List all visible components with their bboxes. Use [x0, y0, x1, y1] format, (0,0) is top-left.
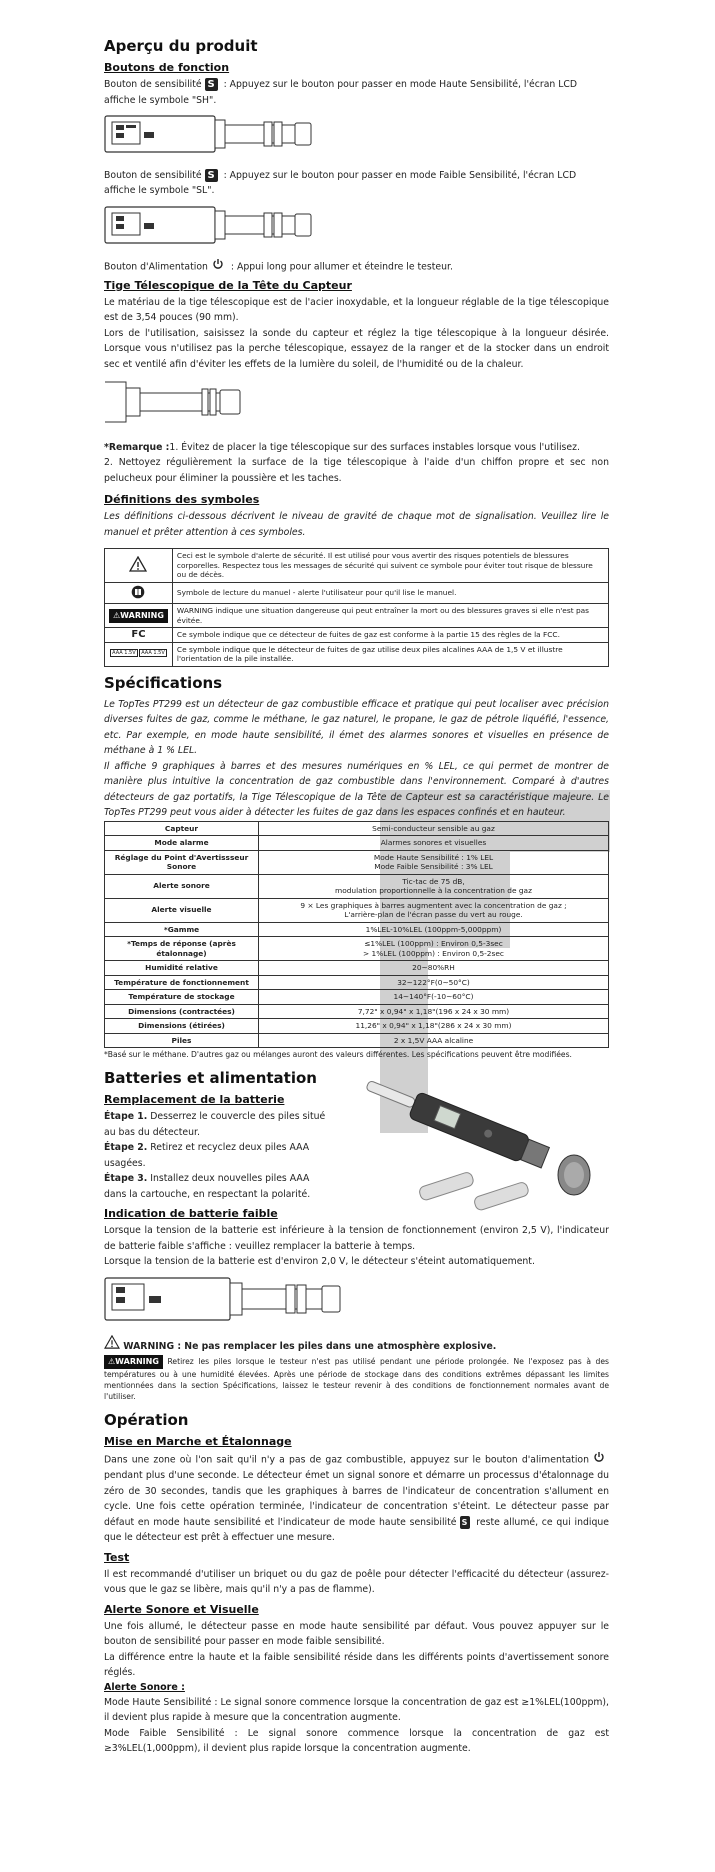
spec-value: 9 × Les graphiques à barres augmentent avec la concentration de gaz ; L'arrière-plan de l'écran passe du vert au rouge.: [259, 898, 609, 922]
table-row: [105, 628, 609, 643]
symboles-intro: Les définitions ci-dessous décrivent le niveau de gravité de chaque mot de signalisation. Veuillez lire le manuel et prêter attention à ces symboles.: [104, 511, 609, 538]
warning-triangle-icon: [129, 565, 147, 574]
spec-label: Dimensions (contractées): [105, 1004, 259, 1019]
alerte-p1: Une fois allumé, le détecteur passe en mode haute sensibilité par défaut. Vous pouvez appuyer sur le bouton de sensibilité pour passer en mode faible sensibilité.: [104, 1620, 609, 1647]
remarque-1-text: 1. Évitez de placer la tige télescopique sur des surfaces instables lorsque vous l'utilisez.: [169, 441, 580, 453]
table-row: [105, 642, 609, 666]
table-row: [105, 975, 609, 990]
symbol-desc: Ce symbole indique que ce détecteur de fuites de gaz est conforme à la partie 15 des règles de la FCC.: [172, 628, 608, 643]
remarque-2: 2. Nettoyez régulièrement la surface de la tige télescopique à l'aide d'un chiffon propre et sec non pelucheux pour éliminer la poussière et les taches.: [104, 457, 609, 484]
spec-value: Semi-conducteur sensible au gaz: [259, 821, 609, 836]
symbol-desc: Symbole de lecture du manuel - alerte l'utilisateur pour qu'il lise le manuel.: [172, 582, 608, 604]
table-row: [105, 922, 609, 937]
apercu-title: Aperçu du produit: [104, 37, 258, 55]
spec-label: Piles: [105, 1033, 259, 1048]
table-row: [105, 821, 609, 836]
spec-label: Alerte sonore: [105, 874, 259, 898]
manual-icon: [131, 592, 145, 601]
spec-label: Dimensions (étirées): [105, 1019, 259, 1034]
symbol-cell: [105, 628, 173, 643]
warning-badge-icon: ⚠WARNING: [104, 1355, 163, 1369]
tige-p1: Le matériau de la tige télescopique est de l'acier inoxydable, et la longueur réglable de la tige télescopique est de 3,54 pouces (90 mm).: [104, 296, 609, 323]
sens-low-label: Bouton de sensibilité: [104, 169, 202, 181]
battery-replacement-section: [104, 1092, 609, 1202]
table-row: [105, 874, 609, 898]
sens-high-label: Bouton de sensibilité: [104, 79, 202, 90]
spec-label: Mode alarme: [105, 836, 259, 851]
table-row: [105, 1004, 609, 1019]
spec-label: Capteur: [105, 821, 259, 836]
table-row: [105, 582, 609, 604]
table-row: [105, 1033, 609, 1048]
symboles-title: Définitions des symboles: [104, 493, 260, 506]
spec-label: Température de fonctionnement: [105, 975, 259, 990]
battery-warning-line: WARNING : Ne pas remplacer les piles dans une atmosphère explosive.: [104, 1335, 609, 1355]
warning-word: WARNING: [120, 610, 164, 620]
spec-value: Mode Haute Sensibilité : 1% LEL Mode Faible Sensibilité : 3% LEL: [259, 850, 609, 874]
specs-intro-1: Le TopTes PT299 est un détecteur de gaz combustible efficace et pratique qui peut localiser avec précision diverses fuites de gaz, comme le méthane, le gaz naturel, le propane, le gaz de pétrole liquéfié, l'essence, etc. Par exemple, en mode haute sensibilité, il émet des alarmes sonores et visuelles en présence de méthane à 1 % LEL.: [104, 698, 609, 756]
remplacement-title: Remplacement de la batterie: [104, 1093, 285, 1106]
spec-label: Alerte visuelle: [105, 898, 259, 922]
faible-p2: Lorsque la tension de la batterie est d'environ 2,0 V, le détecteur s'éteint automatiquement.: [104, 1256, 535, 1267]
power-icon: [593, 1451, 605, 1469]
haute-text: Mode Haute Sensibilité : Le signal sonore commence lorsque la concentration de gaz est ≥1%LEL(100ppm), il devient plus rapide à mesure que la concentration augmente.: [104, 1696, 609, 1723]
symbols-table: [104, 548, 609, 667]
specs-footnote: *Basé sur le méthane. D'autres gaz ou mélanges auront des valeurs différentes. Les spécifications peuvent être modifiées.: [104, 1050, 572, 1059]
s-button-icon-3: S: [460, 1516, 470, 1529]
spec-label: Température de stockage: [105, 990, 259, 1005]
battery-steps: [104, 1109, 329, 1202]
alerte-title: Alerte Sonore et Visuelle: [104, 1602, 259, 1616]
table-row: [105, 604, 609, 628]
symbol-cell: [105, 642, 173, 666]
sens-high-desc: : Appuyez sur le bouton pour passer en mode Haute Sensibilité, l'écran LCD affiche le symbole "SH".: [104, 79, 578, 106]
s-button-icon: S: [205, 78, 218, 91]
table-row: [105, 836, 609, 851]
table-row: [105, 898, 609, 922]
warning-badge-icon: ⚠WARNING: [109, 609, 168, 623]
sens-low-desc: : Appuyez sur le bouton pour passer en mode Faible Sensibilité, l'écran LCD affiche le symbole "SL".: [104, 169, 577, 196]
specs-table: [104, 821, 609, 1049]
symbol-cell: [105, 604, 173, 628]
step-1: Étape 1. Desserrez le couvercle des piles situé au bas du détecteur.: [104, 1111, 326, 1138]
test-text: Il est recommandé d'utiliser un briquet ou du gaz de poêle pour détecter l'efficacité du détecteur (assurez-vous que le gaz se libère, mais qu'il n'y a pas de flamme).: [104, 1568, 609, 1595]
specs-intro-2: Il affiche 9 graphiques à barres et des mesures numériques en % LEL, ce qui permet de montrer de manière plus intuitive la concentration de gaz combustible dans l'environnement. Comparé à d'autres détecteurs de gaz portatifs, la Tige Télescopique de la Tête de Capteur est sa caractéristique majeure. Le TopTes PT299 peut vous aider à détecter les fuites de gaz dans les espaces confinés et en hauteur.: [104, 760, 609, 818]
warning-triangle-icon: [104, 1341, 120, 1352]
spec-value: 2 x 1,5V AAA alcaline: [259, 1033, 609, 1048]
remarque-label: *Remarque :: [104, 441, 170, 453]
sens-high-text: [104, 77, 609, 108]
alerte-sonore-title: Alerte Sonore :: [104, 1681, 185, 1693]
sens-low-text: [104, 168, 609, 199]
power-text: [104, 258, 609, 276]
faible-title: Indication de batterie faible: [104, 1207, 278, 1220]
spec-value: 20~80%RH: [259, 961, 609, 976]
symbol-desc: Ce symbole indique que le détecteur de fuites de gaz utilise deux piles alcalines AAA de 1,5 V et illustre l'orientation de la pile installée.: [172, 642, 608, 666]
device-image-3: [104, 1274, 609, 1330]
spec-label: Réglage du Point d'Avertissseur Sonore: [105, 850, 259, 874]
telescopic-rod-image: [104, 376, 609, 434]
faible-text: Mode Faible Sensibilité : Le signal sonore commence lorsque la concentration de gaz est ≥3%LEL(1,000ppm), il devient plus rapide lorsque la concentration augmente.: [104, 1727, 609, 1754]
power-desc: : Appui long pour allumer et éteindre le testeur.: [227, 261, 453, 273]
symbol-cell: [105, 549, 173, 583]
battery-replacement-image: [324, 1080, 609, 1221]
spec-value: 1%LEL-10%LEL (100ppm-5,000ppm): [259, 922, 609, 937]
step-2: Étape 2. Retirez et recyclez deux piles AAA usagées.: [104, 1142, 310, 1169]
specs-title: Spécifications: [104, 673, 223, 692]
spec-value: 32~122°F(0~50°C): [259, 975, 609, 990]
table-row: [105, 937, 609, 961]
remarque-1: [104, 440, 609, 456]
spec-value: Tic-tac de 75 dB, modulation proportionnelle à la concentration de gaz: [259, 874, 609, 898]
fcc-icon: FC: [131, 629, 146, 640]
s-button-icon-2: S: [205, 169, 218, 182]
symbol-desc: Ceci est le symbole d'alerte de sécurité. Il est utilisé pour vous avertir des risques potentiels de blessures corporelles. Respectez tous les messages de sécurité qui suivent ce symbole pour éviter tout risque de blessure ou de décès.: [172, 549, 608, 583]
alerte-p2: La différence entre la haute et la faible sensibilité réside dans les différents points d'avertissement sonore réglés.: [104, 1651, 609, 1678]
document-content: [104, 36, 609, 1757]
spec-value: 7,72" x 0,94" x 1,18"(196 x 24 x 30 mm): [259, 1004, 609, 1019]
test-title: Test: [104, 1550, 130, 1564]
symbol-desc: WARNING indique une situation dangereuse qui peut entraîner la mort ou des blessures graves si elle n'est pas évitée.: [172, 604, 608, 628]
spec-value: ≤1%LEL (100ppm) : Environ 0,5-3sec > 1%LEL (100ppm) : Environ 0,5-2sec: [259, 937, 609, 961]
spec-value: 11,26" x 0,94" x 1,18"(286 x 24 x 30 mm): [259, 1019, 609, 1034]
table-row: [105, 961, 609, 976]
battery-icon: AAA 1.5V: [141, 650, 165, 657]
battery-warning-text: ⚠WARNING Retirez les piles lorsque le testeur n'est pas utilisé pendant une période prolongée. Ne l'exposez pas à des températures ou à une humidité élevées. Après une période de stockage dans des conditions extrêmes dépassant les limites mentionnées dans la section Spécifications, laissez le testeur revenir à des conditions de fonctionnement normales avant de l'utiliser.: [104, 1356, 609, 1401]
table-row: [105, 1019, 609, 1034]
boutons-title: Boutons de fonction: [104, 61, 230, 74]
mise-title: Mise en Marche et Étalonnage: [104, 1434, 292, 1448]
spec-label: *Temps de réponse (après étalonnage): [105, 937, 259, 961]
table-row: [105, 850, 609, 874]
spec-label: *Gamme: [105, 922, 259, 937]
tige-title: Tige Télescopique de la Tête du Capteur: [104, 278, 352, 292]
battery-icon: AAA 1.5V: [112, 650, 136, 657]
device-image-1: [104, 112, 609, 162]
spec-label: Humidité relative: [105, 961, 259, 976]
mise-text: Dans une zone où l'on sait qu'il n'y a pas de gaz combustible, appuyez sur le bouton d'alimentation pendant plus d'une seconde. Le détecteur émet un signal sonore et démarre un processus d'étalonnage du zéro de 30 secondes, tandis que les graphiques à barres de l'indicateur de concentration s'allument en cycle. Une fois cette opération terminée, l'indicateur de concentration s'éteint. Le détecteur passe par défaut en mode haute sensibilité et l'indicateur de mode haute sensibilité S reste allumé, ce qui indique que le détecteur est prêt à effectuer une mesure.: [104, 1451, 609, 1546]
batteries-title: Batteries et alimentation: [104, 1069, 317, 1087]
table-row: [105, 990, 609, 1005]
symbol-cell: [105, 582, 173, 604]
power-label: Bouton d'Alimentation: [104, 261, 208, 273]
step-3: Étape 3. Installez deux nouvelles piles AAA dans la cartouche, en respectant la polarité.: [104, 1173, 311, 1200]
power-icon: [212, 258, 224, 276]
device-image-2: [104, 203, 609, 253]
faible-p1: Lorsque la tension de la batterie est inférieure à la tension de fonctionnement (environ 2,5 V), l'indicateur de batterie faible s'affiche : veuillez remplacer la batterie à temps.: [104, 1225, 609, 1252]
spec-value: 14~140°F(-10~60°C): [259, 990, 609, 1005]
tige-p2: Lors de l'utilisation, saisissez la sonde du capteur et réglez la tige télescopique à la longueur désirée. Lorsque vous n'utilisez pas la perche télescopique, essayez de la ranger et de la stocker dans un endroit sec et ventilé afin d'éviter les effets de la lumière du soleil, de l'humidité ou de la chaleur.: [104, 327, 609, 370]
operation-title: Opération: [104, 1410, 189, 1429]
table-row: [105, 549, 609, 583]
spec-value: Alarmes sonores et visuelles: [259, 836, 609, 851]
